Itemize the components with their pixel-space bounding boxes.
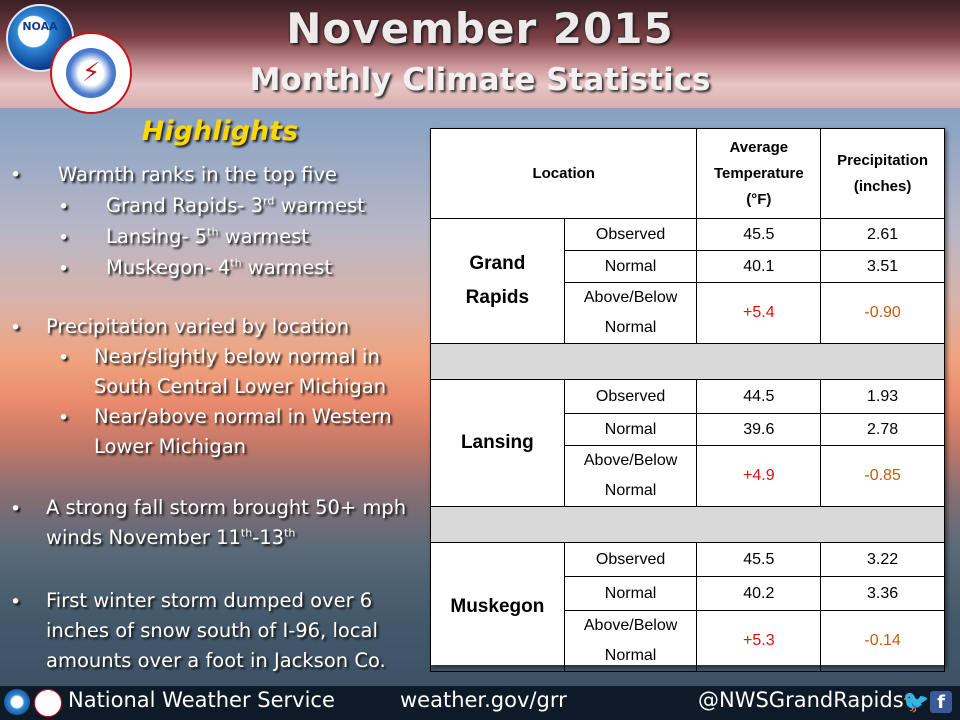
mus-observed-precip: 3.22 [821, 543, 945, 577]
location-grand-rapids: Grand Rapids [431, 219, 565, 344]
gr-departure-precip: -0.90 [821, 283, 945, 344]
lan-normal-precip: 2.78 [821, 414, 945, 446]
highlight-muskegon: Muskegon- 4th warmest [106, 256, 333, 279]
bullet: • [10, 498, 22, 520]
gr-departure-temp: +5.4 [697, 283, 821, 344]
lan-departure-precip: -0.85 [821, 446, 945, 507]
highlight-snow-3: amounts over a foot in Jackson Co. [46, 649, 386, 672]
mus-normal-temp: 40.2 [697, 577, 821, 611]
facebook-icon[interactable]: f [930, 691, 952, 713]
mus-observed-temp: 45.5 [697, 543, 821, 577]
lan-observed-precip: 1.93 [821, 380, 945, 414]
row-label-normal: Normal [564, 414, 697, 446]
location-lansing: Lansing [431, 380, 565, 507]
bullet: • [58, 227, 70, 249]
highlight-precip-a1: Near/slightly below normal in [94, 345, 380, 368]
climate-table [430, 128, 945, 665]
gr-observed-precip: 2.61 [821, 219, 945, 251]
mus-departure-temp: +5.3 [697, 611, 821, 672]
row-label-departure: Above/Below Normal [564, 611, 697, 672]
row-label-observed: Observed [564, 380, 697, 414]
header-location: Location [431, 129, 697, 219]
gr-normal-temp: 40.1 [697, 251, 821, 283]
highlight-storm-1: A strong fall storm brought 50+ mph [46, 496, 407, 519]
highlight-precip-a2: South Central Lower Michigan [94, 375, 387, 398]
page-subtitle: Monthly Climate Statistics [249, 62, 711, 98]
bullet: • [10, 164, 22, 186]
gr-normal-precip: 3.51 [821, 251, 945, 283]
bullet: • [58, 196, 70, 218]
row-label-observed: Observed [564, 543, 697, 577]
header-precipitation: Precipitation (inches) [821, 129, 945, 219]
footer-org: National Weather Service [68, 688, 335, 712]
mus-normal-precip: 3.36 [821, 577, 945, 611]
nws-small-icon [34, 689, 62, 717]
gr-observed-temp: 45.5 [697, 219, 821, 251]
header-temperature: Average Temperature (°F) [697, 129, 821, 219]
highlight-grand-rapids: Grand Rapids- 3rd warmest [106, 194, 365, 217]
page-title: November 2015 [286, 4, 674, 53]
highlight-warmth: Warmth ranks in the top five [58, 163, 337, 186]
bullet: • [10, 591, 22, 613]
nws-logo-icon: ⚡ [50, 32, 132, 114]
table-separator [431, 507, 945, 543]
footer-url[interactable]: weather.gov/grr [400, 688, 567, 712]
bullet: • [58, 258, 70, 280]
highlight-lansing: Lansing- 5th warmest [106, 225, 310, 248]
table-separator [431, 344, 945, 380]
bullet: • [58, 407, 70, 429]
lan-observed-temp: 44.5 [697, 380, 821, 414]
mus-departure-precip: -0.14 [821, 611, 945, 672]
location-muskegon: Muskegon [431, 543, 565, 672]
noaa-small-icon [4, 689, 30, 715]
highlight-precip-b2: Lower Michigan [94, 435, 247, 458]
highlight-storm-2: winds November 11th-13th [46, 526, 296, 549]
row-label-departure: Above/Below Normal [564, 446, 697, 507]
lan-departure-temp: +4.9 [697, 446, 821, 507]
lan-normal-temp: 39.6 [697, 414, 821, 446]
bullet: • [10, 317, 22, 339]
highlight-precip: Precipitation varied by location [46, 315, 350, 338]
highlight-snow-1: First winter storm dumped over 6 [46, 589, 373, 612]
row-label-departure: Above/Below Normal [564, 283, 697, 344]
noaa-logo-text: NOAA [22, 20, 58, 33]
bullet: • [58, 347, 70, 369]
row-label-normal: Normal [564, 251, 697, 283]
highlights-heading: Highlights [141, 116, 299, 147]
highlight-snow-2: inches of snow south of I-96, local [46, 619, 378, 642]
twitter-icon[interactable]: 🐦 [902, 690, 930, 715]
highlight-precip-b1: Near/above normal in Western [94, 405, 392, 428]
row-label-normal: Normal [564, 577, 697, 611]
footer-handle[interactable]: @NWSGrandRapids [698, 688, 904, 712]
row-label-observed: Observed [564, 219, 697, 251]
